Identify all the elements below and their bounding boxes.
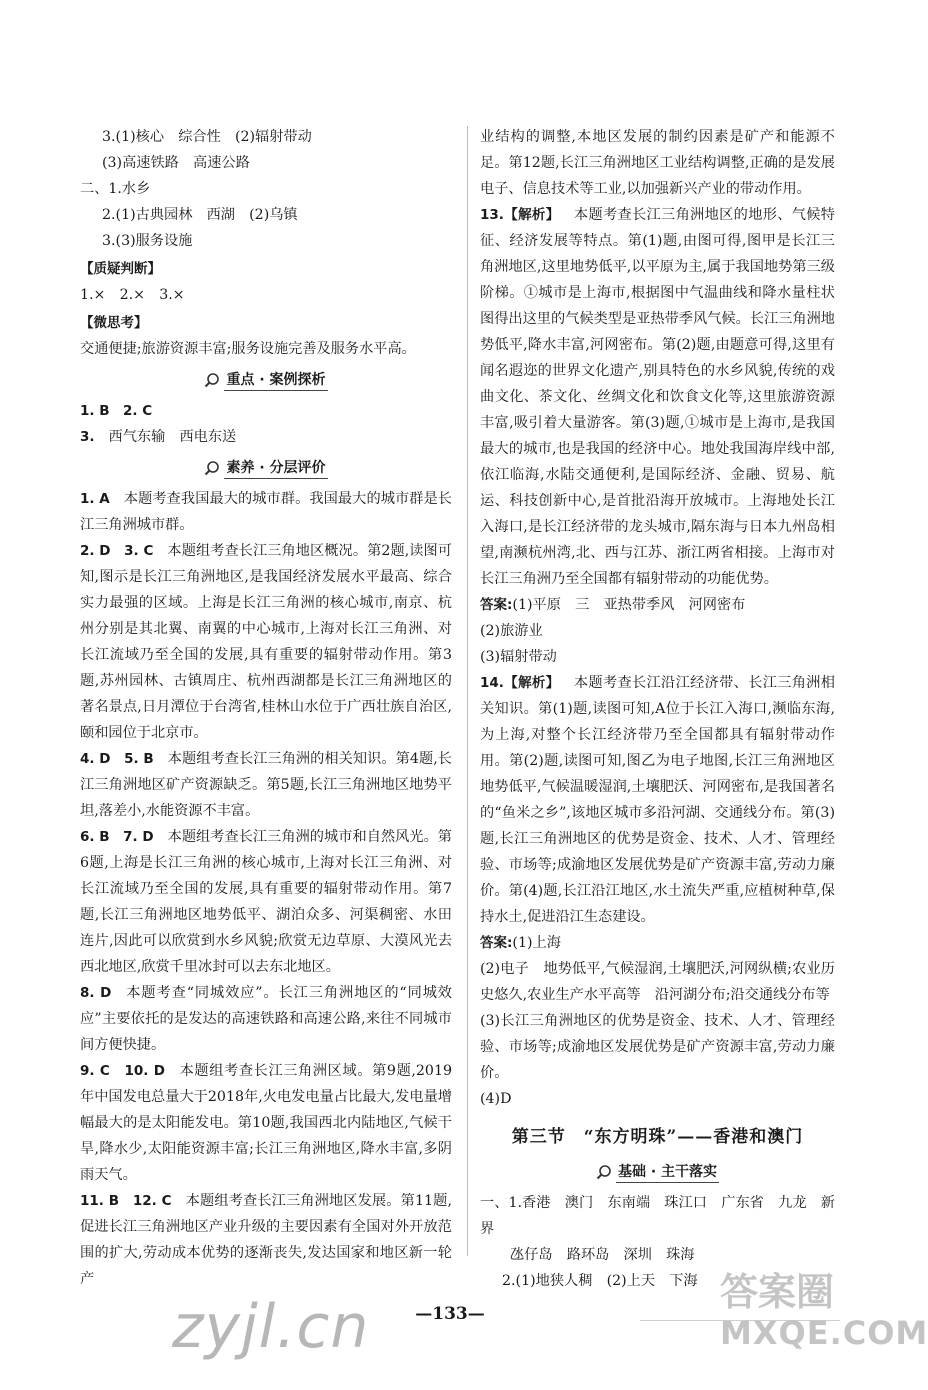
text-line: 3.(3)服务设施 <box>102 233 193 249</box>
answer-text: 本题组考查长江三角地区概况。第2题,读图可知,图示是长江三角洲地区,是我国经济发展水平最高、综合实力最强的区域。上海是长江三角洲的核心城市,南京、杭州分别是其北翼、南翼的中心城市,上海对长江三角洲、对长江流域乃至全国的发展,具有重要的辐射带动作用。第3题,苏州园林、古镇周庄、杭州西湖都是长江三角洲地区的著名景点,日月潭位于台湾省,桂林山水位于广西壮族自治区,颐和园位于北京市。 <box>80 543 452 741</box>
answer-text: 本题组考查长江三角洲的相关知识。第4题,长江三角洲地区矿产资源缺乏。第5题,长江三角洲地区地势平坦,落差小,水能资源不丰富。 <box>80 751 452 819</box>
text-line: 氹仔岛 路环岛 深圳 珠海 <box>510 1247 695 1263</box>
left-column <box>80 124 452 1292</box>
text-line: 一、1.香港 澳门 东南端 珠江口 广东省 九龙 新界 <box>480 1195 835 1237</box>
answer-paragraph <box>480 670 835 930</box>
answer-paragraph <box>80 398 452 424</box>
answer-text: 本题组考查长江三角洲区域。第9题,2019年中国发电总量大于2018年,火电发电量占比最大,发电量增幅最大的是太阳能发电。第10题,我国西北内陆地区,气候干旱,降水少,太阳能资源丰富;长江三角洲地区,降水丰富,多阴雨天气。 <box>80 1063 452 1183</box>
chapter-title: 第三节 “东方明珠”——香港和澳门 <box>511 1127 804 1147</box>
answer-paragraph <box>80 1058 452 1188</box>
text-line: (2)电子 地势低平,气候湿润,土壤肥沃,河网纵横;农业历史悠久,农业生产水平高等 沿河湖分布;沿交通线分布等 <box>480 961 835 1003</box>
text-line: 2.(1)古典园林 西湖 (2)乌镇 <box>102 207 298 223</box>
answer-label: 6. B 7. D <box>80 829 154 845</box>
answer-label: 1. A <box>80 491 110 507</box>
answer-paragraph <box>80 538 452 746</box>
section-heading <box>80 362 452 398</box>
right-column <box>480 124 835 1294</box>
page-number: —133— <box>415 1304 485 1324</box>
answer-paragraph <box>480 202 835 592</box>
text-line: 1.× 2.× 3.× <box>80 287 185 303</box>
magnifier-icon <box>204 372 220 388</box>
answer-label: 2. D 3. C <box>80 543 154 559</box>
column-divider <box>467 126 468 1256</box>
answer-label: 8. D <box>80 985 112 1001</box>
watermark-zyjl: zyjl.cn <box>172 1292 370 1362</box>
answer-paragraph <box>80 746 452 824</box>
answer-text: 本题组考查长江三角洲地区发展。第11题,促进长江三角洲地区产业升级的主要因素有全国对外开放范围的扩大,劳动成本优势的逐渐丧失,发达国家和地区新一轮产 <box>80 1193 452 1287</box>
subsection-title: 【微思考】 <box>80 315 148 331</box>
watermark-mxqe-bottom: MXQE.COM <box>720 1314 928 1352</box>
text-line: 交通便捷;旅游资源丰富;服务设施完善及服务水平高。 <box>80 341 416 357</box>
answer-label: 答案: <box>480 935 513 951</box>
answer-paragraph <box>80 486 452 538</box>
answer-text: 本题考查长江沿江经济带、长江三角洲相关知识。第(1)题,读图可知,A位于长江入海口,濒临东海,为上海,对整个长江经济带乃至全国都具有辐射带动作用。第(2)题,读图可知,图乙为电子地图,长江三角洲地区地势低平,气候温暖湿润,土壤肥沃、河网密布,是我国著名的“鱼米之乡”,该地区城市多沿河湖、交通线分布。第(3)题,长江三角洲地区的优势是资金、技术、人才、管理经验、市场等;成渝地区发展优势是矿产资源丰富,劳动力廉价。第(4)题,长江沿江地区,水土流失严重,应植树种草,保持水土,促进沿江生态建设。 <box>480 675 835 925</box>
answer-text: 本题考查长江三角洲地区的地形、气候特征、经济发展等特点。第(1)题,由图可得,图甲是长江三角洲地区,这里地势低平,以平原为主,属于我国地势第三级阶梯。①城市是上海市,根据图中气温曲线和降水量柱状图得出这里的气候类型是亚热带季风气候。长江三角洲地势低平,降水丰富,河网密布。第(2)题,由题意可得,这里有闻名遐迩的世界文化遗产,别具特色的水乡风貌,传统的戏曲文化、茶文化、丝绸文化和饮食文化等,这里旅游资源丰富,吸引着大量游客。第(3)题,①城市是上海市,是我国最大的城市,也是我国的经济中心。地处我国海岸线中部,依江临海,水陆交通便利,是国际经济、金融、贸易、航运、科技创新中心,是首批沿海开放城市。上海地处长江入海口,是长江经济带的龙头城市,隔东海与日本九州岛相望,南濒杭州湾,北、西与江苏、浙江两省相接。上海市对长江三角洲乃至全国都有辐射带动的功能优势。 <box>480 207 835 587</box>
answer-label: 4. D 5. B <box>80 751 154 767</box>
section-heading <box>480 1154 835 1190</box>
text-line: (3)高速铁路 高速公路 <box>102 155 250 171</box>
watermark-mxqe <box>720 1270 928 1352</box>
answer-paragraph <box>80 1188 452 1292</box>
text-line: 3.(1)核心 综合性 (2)辐射带动 <box>102 129 312 145</box>
answer-text: 本题组考查长江三角洲的城市和自然风光。第6题,上海是长江三角洲的核心城市,上海对长江三角洲、对长江流域乃至全国的发展,具有重要的辐射带动作用。第7题,长江三角洲地区地势低平、湖泊众多、河渠稠密、水田连片,因此可以欣赏到水乡风貌;欣赏无边草原、大漠风光去西北地区,欣赏千里冰封可以去东北地区。 <box>80 829 452 975</box>
answer-label: 3. <box>80 429 95 445</box>
text-line: 业结构的调整,本地区发展的制约因素是矿产和能源不足。第12题,长江三角洲地区工业结构调整,正确的是发展电子、信息技术等工业,以加强新兴产业的带动作用。 <box>480 129 835 197</box>
answer-paragraph <box>80 980 452 1058</box>
answer-paragraph <box>80 424 452 450</box>
text-line: 二、1.水乡 <box>80 181 151 197</box>
answer-label: 13.【解析】 <box>480 207 560 223</box>
answer-paragraph <box>480 930 835 956</box>
text-line: (3)辐射带动 <box>480 649 557 665</box>
answer-paragraph <box>480 592 835 618</box>
answer-label: 1. B 2. C <box>80 403 153 419</box>
text-line: (2)旅游业 <box>480 623 543 639</box>
answer-text: 西气东输 西电东送 <box>108 429 237 445</box>
answer-paragraph <box>80 824 452 980</box>
magnifier-icon <box>596 1164 612 1180</box>
subsection-title: 【质疑判断】 <box>80 261 161 277</box>
answer-label: 14.【解析】 <box>480 675 560 691</box>
text-line: 2.(1)地狭人稠 (2)上天 下海 <box>502 1273 698 1289</box>
text-line: (3)长江三角洲地区的优势是资金、技术、人才、管理经验、市场等;成渝地区发展优势是矿产资源丰富,劳动力廉价。 <box>480 1013 835 1081</box>
section-heading-text: 素养 · 分层评价 <box>224 457 327 479</box>
answer-label: 答案: <box>480 597 513 613</box>
answer-label: 9. C 10. D <box>80 1063 165 1079</box>
answer-text: 本题考查我国最大的城市群。我国最大的城市群是长江三角洲城市群。 <box>80 491 452 533</box>
section-heading-text: 基础 · 主干落实 <box>616 1161 719 1183</box>
answer-text: 本题考查“同城效应”。长江三角洲地区的“同城效应”主要依托的是发达的高速铁路和高速公路,来往不同城市间方便快捷。 <box>80 985 452 1053</box>
section-heading <box>80 450 452 486</box>
magnifier-icon <box>204 460 220 476</box>
watermark-mxqe-top: 答案圈 <box>720 1270 835 1314</box>
answer-text: (1)平原 三 亚热带季风 河网密布 <box>512 597 746 613</box>
section-heading-text: 重点 · 案例探析 <box>224 369 327 391</box>
text-line: (4)D <box>480 1091 512 1107</box>
answer-label: 11. B 12. C <box>80 1193 172 1209</box>
answer-text: (1)上海 <box>512 935 561 951</box>
